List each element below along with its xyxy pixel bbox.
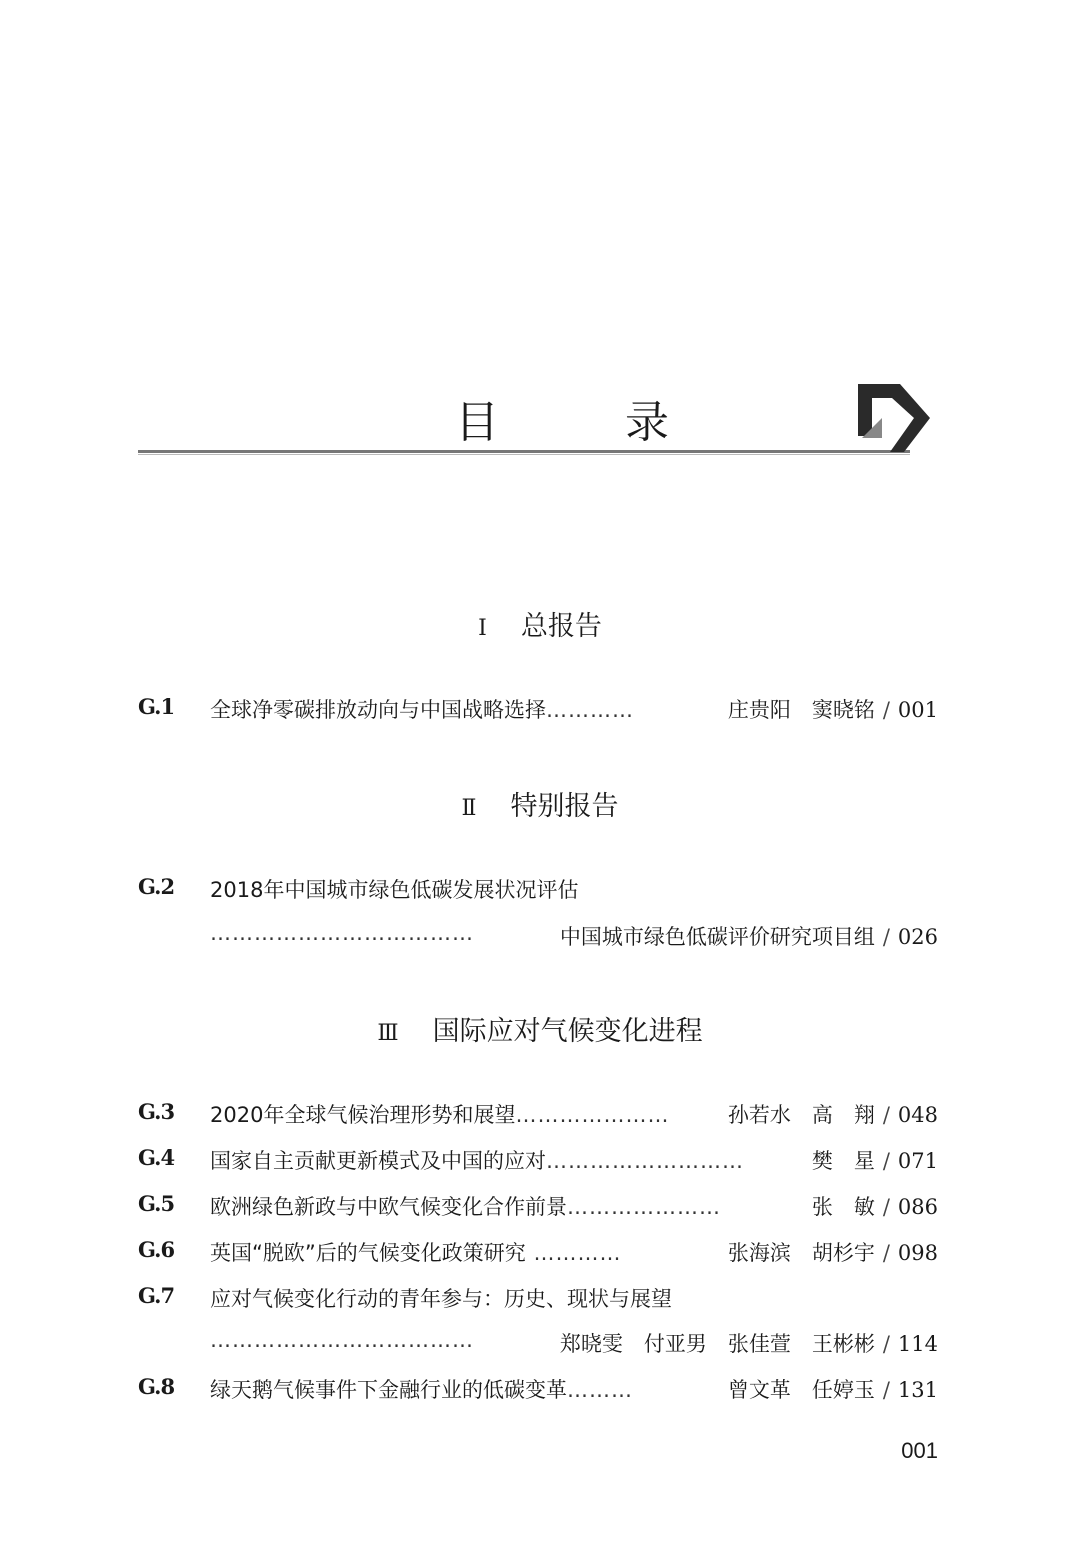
entry-meta: 庄贵阳 窦晓铭 / 001: [727, 698, 938, 722]
toc-entry-g2-line2: [138, 921, 938, 955]
entry-meta: 中国城市绿色低碳评价研究项目组 / 026: [559, 925, 938, 949]
section-numeral: Ⅰ: [478, 616, 487, 641]
entry-page: 048: [897, 1103, 938, 1127]
entry-authors: 郑晓雯 付亚男 张佳萱 王彬彬: [559, 1332, 875, 1356]
entry-title: 全球净零碳排放动向与中国战略选择…………: [210, 698, 634, 722]
entry-meta: 孙若水 高 翔 / 048: [727, 1103, 938, 1127]
dot-leader: ………………………………: [210, 921, 474, 945]
dot-leader: ………………………………: [210, 1328, 474, 1352]
entry-authors: 樊 星: [811, 1149, 875, 1173]
section-label: 国际应对气候变化进程: [432, 1016, 703, 1047]
entry-title: 欧洲绿色新政与中欧气候变化合作前景…………………: [210, 1195, 721, 1219]
entry-meta: 张 敏 / 086: [811, 1195, 938, 1219]
section-heading-1: [0, 604, 1080, 643]
entry-page: 098: [897, 1241, 938, 1265]
entry-title: 绿天鹅气候事件下金融行业的低碳变革………: [210, 1378, 633, 1402]
section-heading-3: [0, 1009, 1080, 1048]
entry-meta: 张海滨 胡杉宇 / 098: [727, 1241, 938, 1265]
entry-authors: 中国城市绿色低碳评价研究项目组: [559, 925, 875, 949]
entry-page: 071: [897, 1149, 938, 1173]
entry-page: 001: [897, 698, 938, 722]
toc-entry-g4[interactable]: [138, 1145, 938, 1179]
entry-meta: 樊 星 / 071: [811, 1149, 938, 1173]
entry-code: G.2: [138, 874, 175, 899]
entry-code: G.4: [138, 1145, 175, 1170]
toc-header: [0, 370, 1080, 470]
section-label: 特别报告: [510, 791, 619, 822]
entry-title: 2018年中国城市绿色低碳发展状况评估: [210, 878, 579, 902]
entry-authors: 庄贵阳 窦晓铭: [727, 698, 875, 722]
entry-authors: 曾文革 任婷玉: [727, 1378, 875, 1402]
toc-entry-g7[interactable]: [138, 1283, 938, 1317]
section-numeral: Ⅲ: [377, 1021, 399, 1046]
entry-page: 131: [897, 1378, 938, 1402]
entry-meta: 郑晓雯 付亚男 张佳萱 王彬彬 / 114: [559, 1332, 938, 1356]
section-heading-2: [0, 784, 1080, 823]
entry-code: G.7: [138, 1283, 175, 1308]
page-title: 目 录: [455, 397, 725, 448]
entry-authors: 孙若水 高 翔: [727, 1103, 875, 1127]
toc-entry-g7-line2: [138, 1328, 938, 1362]
entry-page: 086: [897, 1195, 938, 1219]
section-label: 总报告: [520, 611, 602, 642]
toc-entry-g6[interactable]: [138, 1237, 938, 1271]
page-number: 001: [901, 1438, 938, 1463]
title-rule-thin: [138, 454, 910, 455]
toc-entry-g5[interactable]: [138, 1191, 938, 1225]
entry-authors: 张海滨 胡杉宇: [727, 1241, 875, 1265]
entry-code: G.1: [138, 694, 175, 719]
entry-code: G.8: [138, 1374, 175, 1399]
section-numeral: Ⅱ: [461, 796, 477, 821]
entry-code: G.6: [138, 1237, 175, 1262]
toc-entry-g8[interactable]: [138, 1374, 938, 1408]
title-rule: [138, 450, 910, 453]
entry-code: G.3: [138, 1099, 175, 1124]
entry-authors: 张 敏: [811, 1195, 875, 1219]
entry-meta: 曾文革 任婷玉 / 131: [727, 1378, 938, 1402]
toc-entry-g2[interactable]: [138, 874, 938, 908]
entry-title: 2020年全球气候治理形势和展望…………………: [210, 1103, 670, 1127]
toc-entry-g1[interactable]: [138, 694, 938, 728]
entry-code: G.5: [138, 1191, 175, 1216]
entry-title: 国家自主贡献更新模式及中国的应对………………………: [210, 1149, 744, 1173]
toc-entry-g3[interactable]: [138, 1099, 938, 1133]
entry-title: 应对气候变化行动的青年参与：历史、现状与展望: [210, 1287, 672, 1311]
entry-title: 英国“脱欧”后的气候变化政策研究 …………: [210, 1241, 622, 1265]
entry-page: 026: [897, 925, 938, 949]
entry-page: 114: [897, 1332, 938, 1356]
corner-arrow-icon: [852, 378, 940, 456]
